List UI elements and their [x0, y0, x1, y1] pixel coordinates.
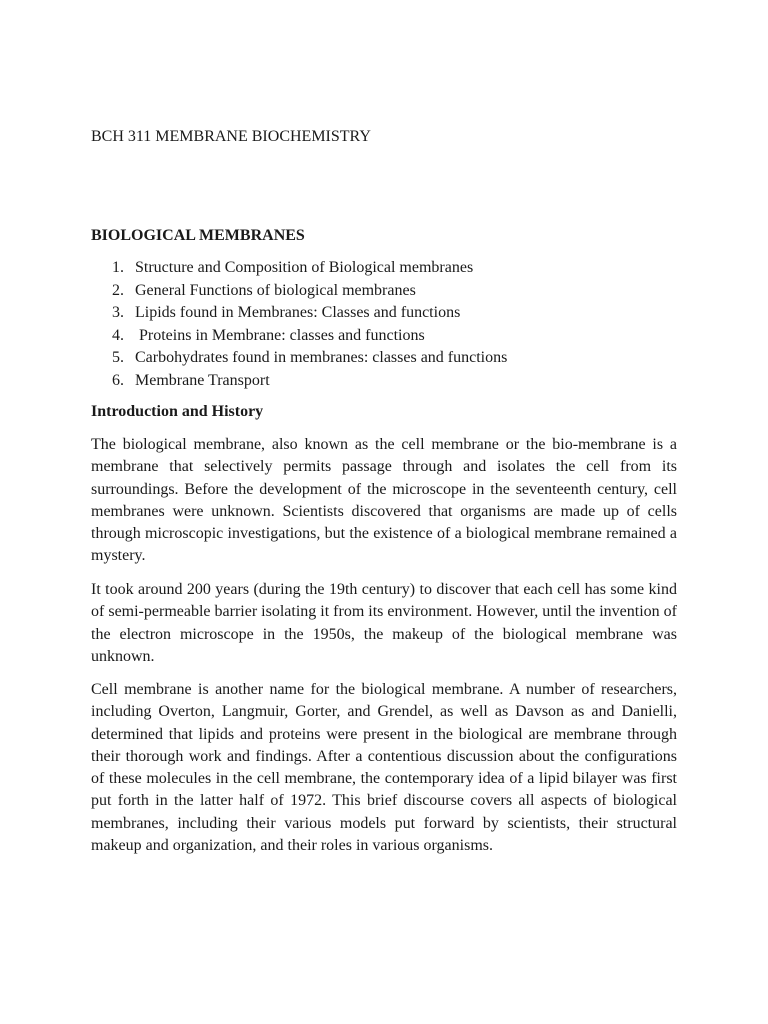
- paragraph-researchers: Cell membrane is another name for the biological membrane. A number of researchers, including Overton, Langmuir, Gorter, and Grendel, as well as Davson as and Danielli, determined that lipids and proteins were present in the biological are membrane through their thorough work and findings. After a contentious discussion about the configurations of these molecules in the cell membrane, the contemporary idea of a lipid bilayer was first put forth in the latter half of 1972. This brief discourse covers all aspects of biological membranes, including their various models put forward by scientists, their structural makeup and organization, and their roles in various organisms.: [91, 681, 677, 855]
- paragraph-history: It took around 200 years (during the 19th century) to discover that each cell has some kind of semi-permeable barrier isolating it from its environment. However, until the invention of the electron microscope in the 1950s, the makeup of the biological membrane was unknown.: [91, 581, 677, 665]
- list-item-text: Structure and Composition of Biological membranes: [135, 259, 474, 276]
- list-item: [91, 347, 507, 370]
- list-item-text: Lipids found in Membranes: Classes and functions: [135, 304, 461, 321]
- section-heading: BIOLOGICAL MEMBRANES: [91, 227, 305, 244]
- list-item: [91, 370, 507, 393]
- course-title: BCH 311 MEMBRANE BIOCHEMISTRY: [91, 128, 371, 145]
- list-number: 1.: [112, 259, 124, 276]
- list-number: 2.: [112, 281, 124, 299]
- list-item: [91, 325, 507, 348]
- list-number: 6.: [112, 371, 124, 389]
- intro-heading: Introduction and History: [91, 403, 264, 420]
- list-number: 4.: [112, 326, 124, 344]
- list-item-text: Proteins in Membrane: classes and functions: [135, 326, 425, 344]
- topic-list: [91, 257, 507, 392]
- list-item: [91, 280, 507, 303]
- list-item-text: Membrane Transport: [135, 371, 270, 389]
- list-number: 5.: [112, 349, 124, 366]
- list-item-text: Carbohydrates found in membranes: classes and functions: [135, 349, 508, 366]
- list-item-text: General Functions of biological membranes: [135, 281, 416, 299]
- list-item: [91, 302, 507, 325]
- list-item: [91, 257, 507, 280]
- list-number: 3.: [112, 304, 124, 321]
- paragraph-intro: The biological membrane, also known as the cell membrane or the bio-membrane is a membrane that selectively permits passage through and isolates the cell from its surroundings. Before the development of the microscope in the seventeenth century, cell membranes were unknown. Scientists discovered that organisms are made up of cells through microscopic investigations, but the existence of a biological membrane remained a mystery.: [91, 436, 677, 565]
